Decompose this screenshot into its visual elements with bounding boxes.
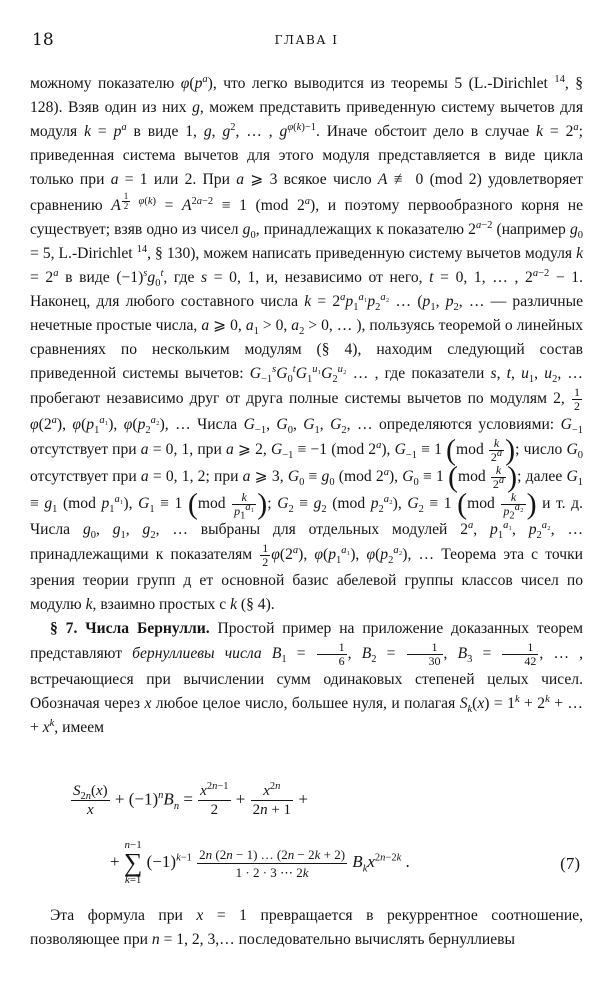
- text-span: превращается в рекуррентное соотношение, позволяющее при: [30, 907, 584, 948]
- equation-number: (7): [560, 854, 580, 873]
- running-head: ГЛАВА I: [274, 33, 339, 47]
- text-span: Простой пример на приложение доказанных теорем представляют: [30, 620, 583, 663]
- final-paragraph: [30, 904, 583, 952]
- section-heading: § 7. Числа Бернулли.: [50, 620, 210, 638]
- page-number: 18: [32, 30, 54, 50]
- text-span: , что легко выводится из теоремы 5 (L.-Dirichlet: [212, 75, 548, 92]
- equation-7-line-1: $\frac{S_{2n}(x)}{x}$ + $(-1)^nB_n$ = $\frac{x^{2n-1}}{2}$ + $\frac{x^{2n}}{2n + 1}$ +: [73, 781, 308, 818]
- main-text: [30, 72, 583, 740]
- text-span: § 128). Взяв один из них: [30, 75, 583, 116]
- text-span: Эта формула при: [50, 907, 183, 924]
- equation-7-line-2: + n−1 ∑ k=1 $(-1)^{k-1}$ $\frac{2n (2n - 1) \dots (2n - 2k + 2)}{1 \cdot 2 \cdot 3 \cdots 2k}$ $B_kx^{2n-2k}$ . (7): [110, 839, 580, 886]
- paragraph-section-7: § 7. Числа Бернулли. Простой пример на приложение доказанных теорем представляют бернуллиевы числа $B_1$ = $\frac{1}{6}$ , $B_2$ = $\frac{1}{30}$ , $B_3$ = $\frac{1}{42}$ , … , встречающиеся при вычислении сумм одинаковых степеней целых чисел. Обозначая через x любое целое число, большее нуля, и полагая $S_k(x) = 1^k + 2^k$ + … + $x^k$, имеем: [30, 620, 584, 737]
- text-span: бернуллиевы числа: [132, 645, 262, 663]
- text-span: последовательно вычислять бернуллиевы: [238, 931, 515, 948]
- paragraph-1: можному показателю $\varphi(p^a)$, что легко выводится из теоремы 5 (L.-Dirichlet $^{14}$, § 128). Взяв один из них g, можем представить приведенную систему вычетов для модуля $k = p^a$ в виде 1, g, $g^2$, … , $g^{\varphi(k)-1}$. Иначе обстоит дело в случае $k = 2^a$; приведенная система вычетов для этого модуля представляется в виде цикла только при a = 1 или 2. При a ⩾ 3 всякое число A ≢ 0 (mod 2) удовлетворяет сравнению A $^{\frac{1}{2} \varphi(k)} = A^{2a-2} \equiv 1$ (mod 2$^a$), и поэтому первообразного корня не существует; взяв одно из чисел $g_0$, принадлежащих к показателю $2^{a-2}$ (например $g_0 = 5$, L.-Dirichlet $^{14}$, § 130), можем написать приведенную систему вычетов модуля $k = 2^a$ в виде $(-1)^sg_0^t$, где s = 0, 1, и, независимо от него, t = 0, 1, … , $2^{a-2} - 1$. Наконец, для любого составного числа $k = 2^ap_1^{a_1}p_2^{a_2}$ … ($p_1$, $p_2$, … — различные нечетные простые числа, a ⩾ 0, $a_1 > 0$, $a_2 > 0$, … ), пользуясь теоремой о линейных сравнениях по нескольким модулям (§ 4), находим следующий состав приведенной системы вычетов: $G_{-1}^sG_0^tG_1^{u_1}G_2^{u_2}$ … , где показатели s, t, $u_1$, $u_2$, … пробегают независимо друг от друга полные системы вычетов по модулям 2, $\frac{1}{2}$ φ(2$^a$), $\varphi(p_1^{a_1})$, $\varphi(p_2^{a_2})$, … Числа $G_{-1}$, $G_0$, $G_1$, $G_2$, … определяются условиями: $G_{-1}$ отсутствует при a = 0, 1, при a ⩾ 2, $G_{-1} \equiv -1$ (mod 2$^a$), $G_{-1} \equiv 1$ (mod $\frac{k}{2^a}$ ); число $G_0$ отсутствует при a = 0, 1, 2; при a ⩾ 3, $G_0 \equiv g_0$ (mod 2$^a$), $G_0 \equiv 1$ (mod $\frac{k}{2^a}$ ); далее $G_1 \equiv g_1$ (mod $p_1^{a_1}$), $G_1 \equiv 1$ (mod $\frac{k}{p_1^{a_1}}$ ); $G_2 \equiv g_2$ (mod $p_2^{a_2}$), $G_2 \equiv 1$ (mod $\frac{k}{p_2^{a_2}}$ ) и т. д. Числа $g_0$, $g_1$, $g_2$, … выбраны для отдельных модулей 2$^a$, $p_1^{a_1}$, $p_2^{a_2}$, … принадлежащими к показателям $\frac{1}{2}$ φ(2$^a$), $\varphi(p_1^{a_1})$, $\varphi(p_2^{a_2})$, … Теорема эта с точки зрения теории групп д ет основной базис абелевой группы классов чисел по модулю k, взаимно простых с k (§ 4).: [30, 73, 584, 614]
- paragraph-final: Эта формула при x = 1 превращается в рекуррентное соотношение, позволяющее при n = 1, 2, 3,… последовательно вычислять бернуллиевы: [30, 907, 584, 948]
- text-span: можному показателю: [30, 75, 175, 92]
- text-span: можем представить приведенную систему вычетов для модуля: [30, 99, 584, 140]
